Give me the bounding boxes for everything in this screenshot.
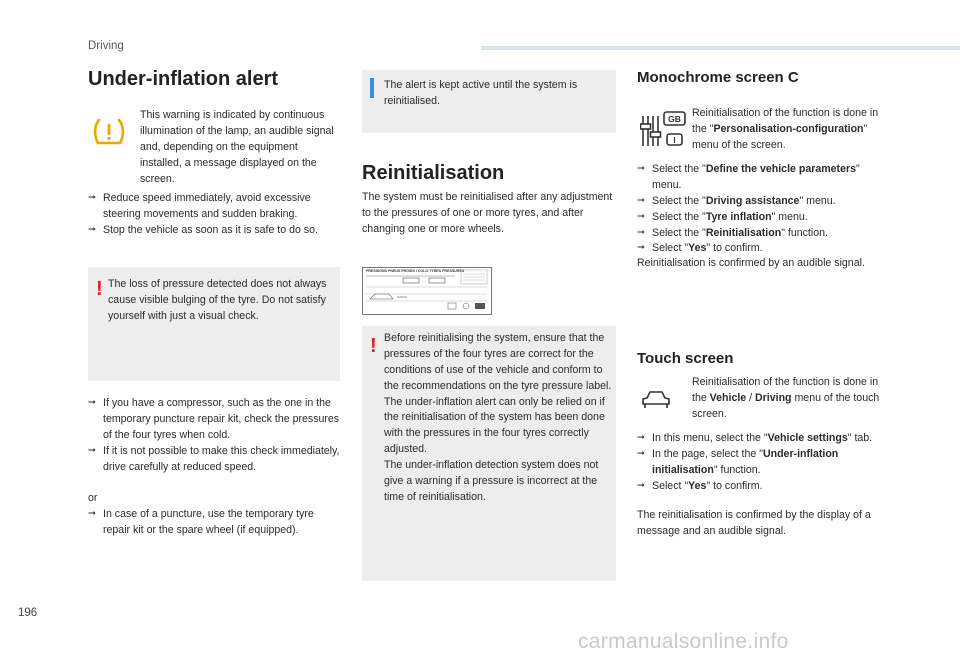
touch-screen-steps: [637, 431, 891, 495]
reinitialisation-title: Reinitialisation: [362, 162, 505, 184]
note-text: The loss of pressure detected does not always cause visible bulging of the tyre. Do not satisfy yourself with just a visual check.: [108, 278, 327, 322]
touch-screen-confirmation: The reinitialisation is confirmed by the display of a message and an audible signal.: [637, 509, 871, 537]
arrow-bullet-icon: ➞: [88, 192, 96, 203]
info-icon: [370, 78, 374, 98]
list-item: ➞ If you have a compressor, such as the one in the temporary puncture repair kit, check the pressures of the four tyres when cold.: [88, 397, 340, 441]
list-item: ➞ Select the "Tyre inflation" menu.: [637, 210, 808, 223]
pre-reinitialisation-warning: [362, 326, 616, 581]
monochrome-description: Reinitialisation of the function is done in the "Personalisation-configuration" menu of the screen.: [692, 107, 879, 151]
arrow-bullet-icon: ➞: [637, 242, 645, 254]
svg-text:GB: GB: [668, 114, 681, 124]
monochrome-steps: [637, 162, 891, 257]
arrow-bullet-icon: ➞: [88, 397, 96, 408]
monochrome-confirmation: Reinitialisation is confirmed by an audible signal.: [637, 257, 865, 269]
list-item: ➞ In this menu, select the "Vehicle settings" tab.: [637, 432, 873, 444]
info-note: [362, 70, 616, 133]
warning-paragraph: Before reinitialising the system, ensure that the pressures of the four tyres are correct for the conditions of use of the vehicle and conform to the recommendations on the tyre pressure label.: [384, 332, 612, 392]
list-item: ➞ In case of a puncture, use the temporary tyre repair kit or the spare wheel (if equipped).: [88, 508, 314, 536]
arrow-bullet-icon: ➞: [637, 479, 645, 491]
arrow-bullet-icon: ➞: [637, 447, 645, 459]
info-note-text: The alert is kept active until the system is reinitialised.: [384, 79, 578, 107]
svg-text:I: I: [673, 136, 676, 145]
screen-settings-icon: [640, 110, 688, 152]
first-action-list: [88, 191, 342, 239]
pressure-loss-note: [88, 267, 340, 381]
list-item: ➞ Reduce speed immediately, avoid excessive steering movements and sudden braking.: [88, 192, 311, 220]
label-caption: PRESSIONS PNEUS FROIDS / COLD TYRES PRESSURES: [366, 269, 465, 273]
arrow-bullet-icon: ➞: [88, 223, 96, 235]
arrow-bullet-icon: ➞: [637, 210, 645, 222]
list-item: ➞ If it is not possible to make this check immediately, drive carefully at reduced speed.: [88, 444, 340, 473]
touch-screen-title: Touch screen: [637, 350, 734, 367]
page-number: 196: [18, 607, 38, 619]
monochrome-screen-title: Monochrome screen C: [637, 69, 799, 86]
under-inflation-title: Under-inflation alert: [88, 68, 279, 90]
warning-text-block: [384, 331, 612, 506]
third-action-list: [88, 507, 342, 539]
arrow-bullet-icon: ➞: [637, 226, 645, 238]
warning-paragraph: The under-inflation alert can only be relied on if the reinitialisation of the system has been done with the pressures in the four tyres correctly adjusted.: [384, 395, 605, 456]
watermark: carmanualsonline.info: [578, 630, 789, 653]
arrow-bullet-icon: ➞: [88, 508, 96, 519]
list-item: ➞ Stop the vehicle as soon as it is safe to do so.: [88, 223, 318, 236]
tyre-pressure-warning-icon: [93, 117, 125, 147]
arrow-bullet-icon: ➞: [637, 163, 645, 174]
arrow-bullet-icon: ➞: [637, 432, 645, 443]
list-item: ➞ Select the "Define the vehicle parameters" menu.: [637, 163, 860, 191]
reinitialisation-intro: The system must be reinitialised after any adjustment to the pressures of one or more tyres, and after changing one or more wheels.: [362, 191, 613, 235]
exclamation-icon: !: [370, 335, 377, 357]
section-title: Driving: [88, 40, 124, 52]
exclamation-icon: !: [96, 278, 103, 300]
list-item: ➞ Select the "Reinitialisation" function.: [637, 226, 828, 239]
list-item: ➞ Select "Yes" to confirm.: [637, 479, 763, 492]
touch-screen-description: Reinitialisation of the function is done in the Vehicle / Driving menu of the touch screen.: [692, 376, 880, 420]
or-label: or: [88, 492, 98, 504]
warning-paragraph: The under-inflation detection system does not give a warning if a pressure is incorrect at the time of reinitialisation.: [384, 459, 599, 503]
list-item: ➞ Select "Yes" to confirm.: [637, 242, 763, 255]
second-action-list: [88, 396, 342, 475]
arrow-bullet-icon: ➞: [637, 194, 645, 206]
list-item: ➞ In the page, select the "Under-inflation initialisation" function.: [637, 447, 839, 476]
header-bar: [481, 46, 960, 50]
list-item: ➞ Select the "Driving assistance" menu.: [637, 194, 836, 207]
vehicle-icon: [640, 389, 672, 411]
warning-description: This warning is indicated by continuous illumination of the lamp, an audible signal and, depending on the equipment installed, a message displayed on the screen.: [140, 109, 334, 185]
tyre-pressure-label-image: [362, 267, 492, 315]
arrow-bullet-icon: ➞: [88, 444, 96, 456]
